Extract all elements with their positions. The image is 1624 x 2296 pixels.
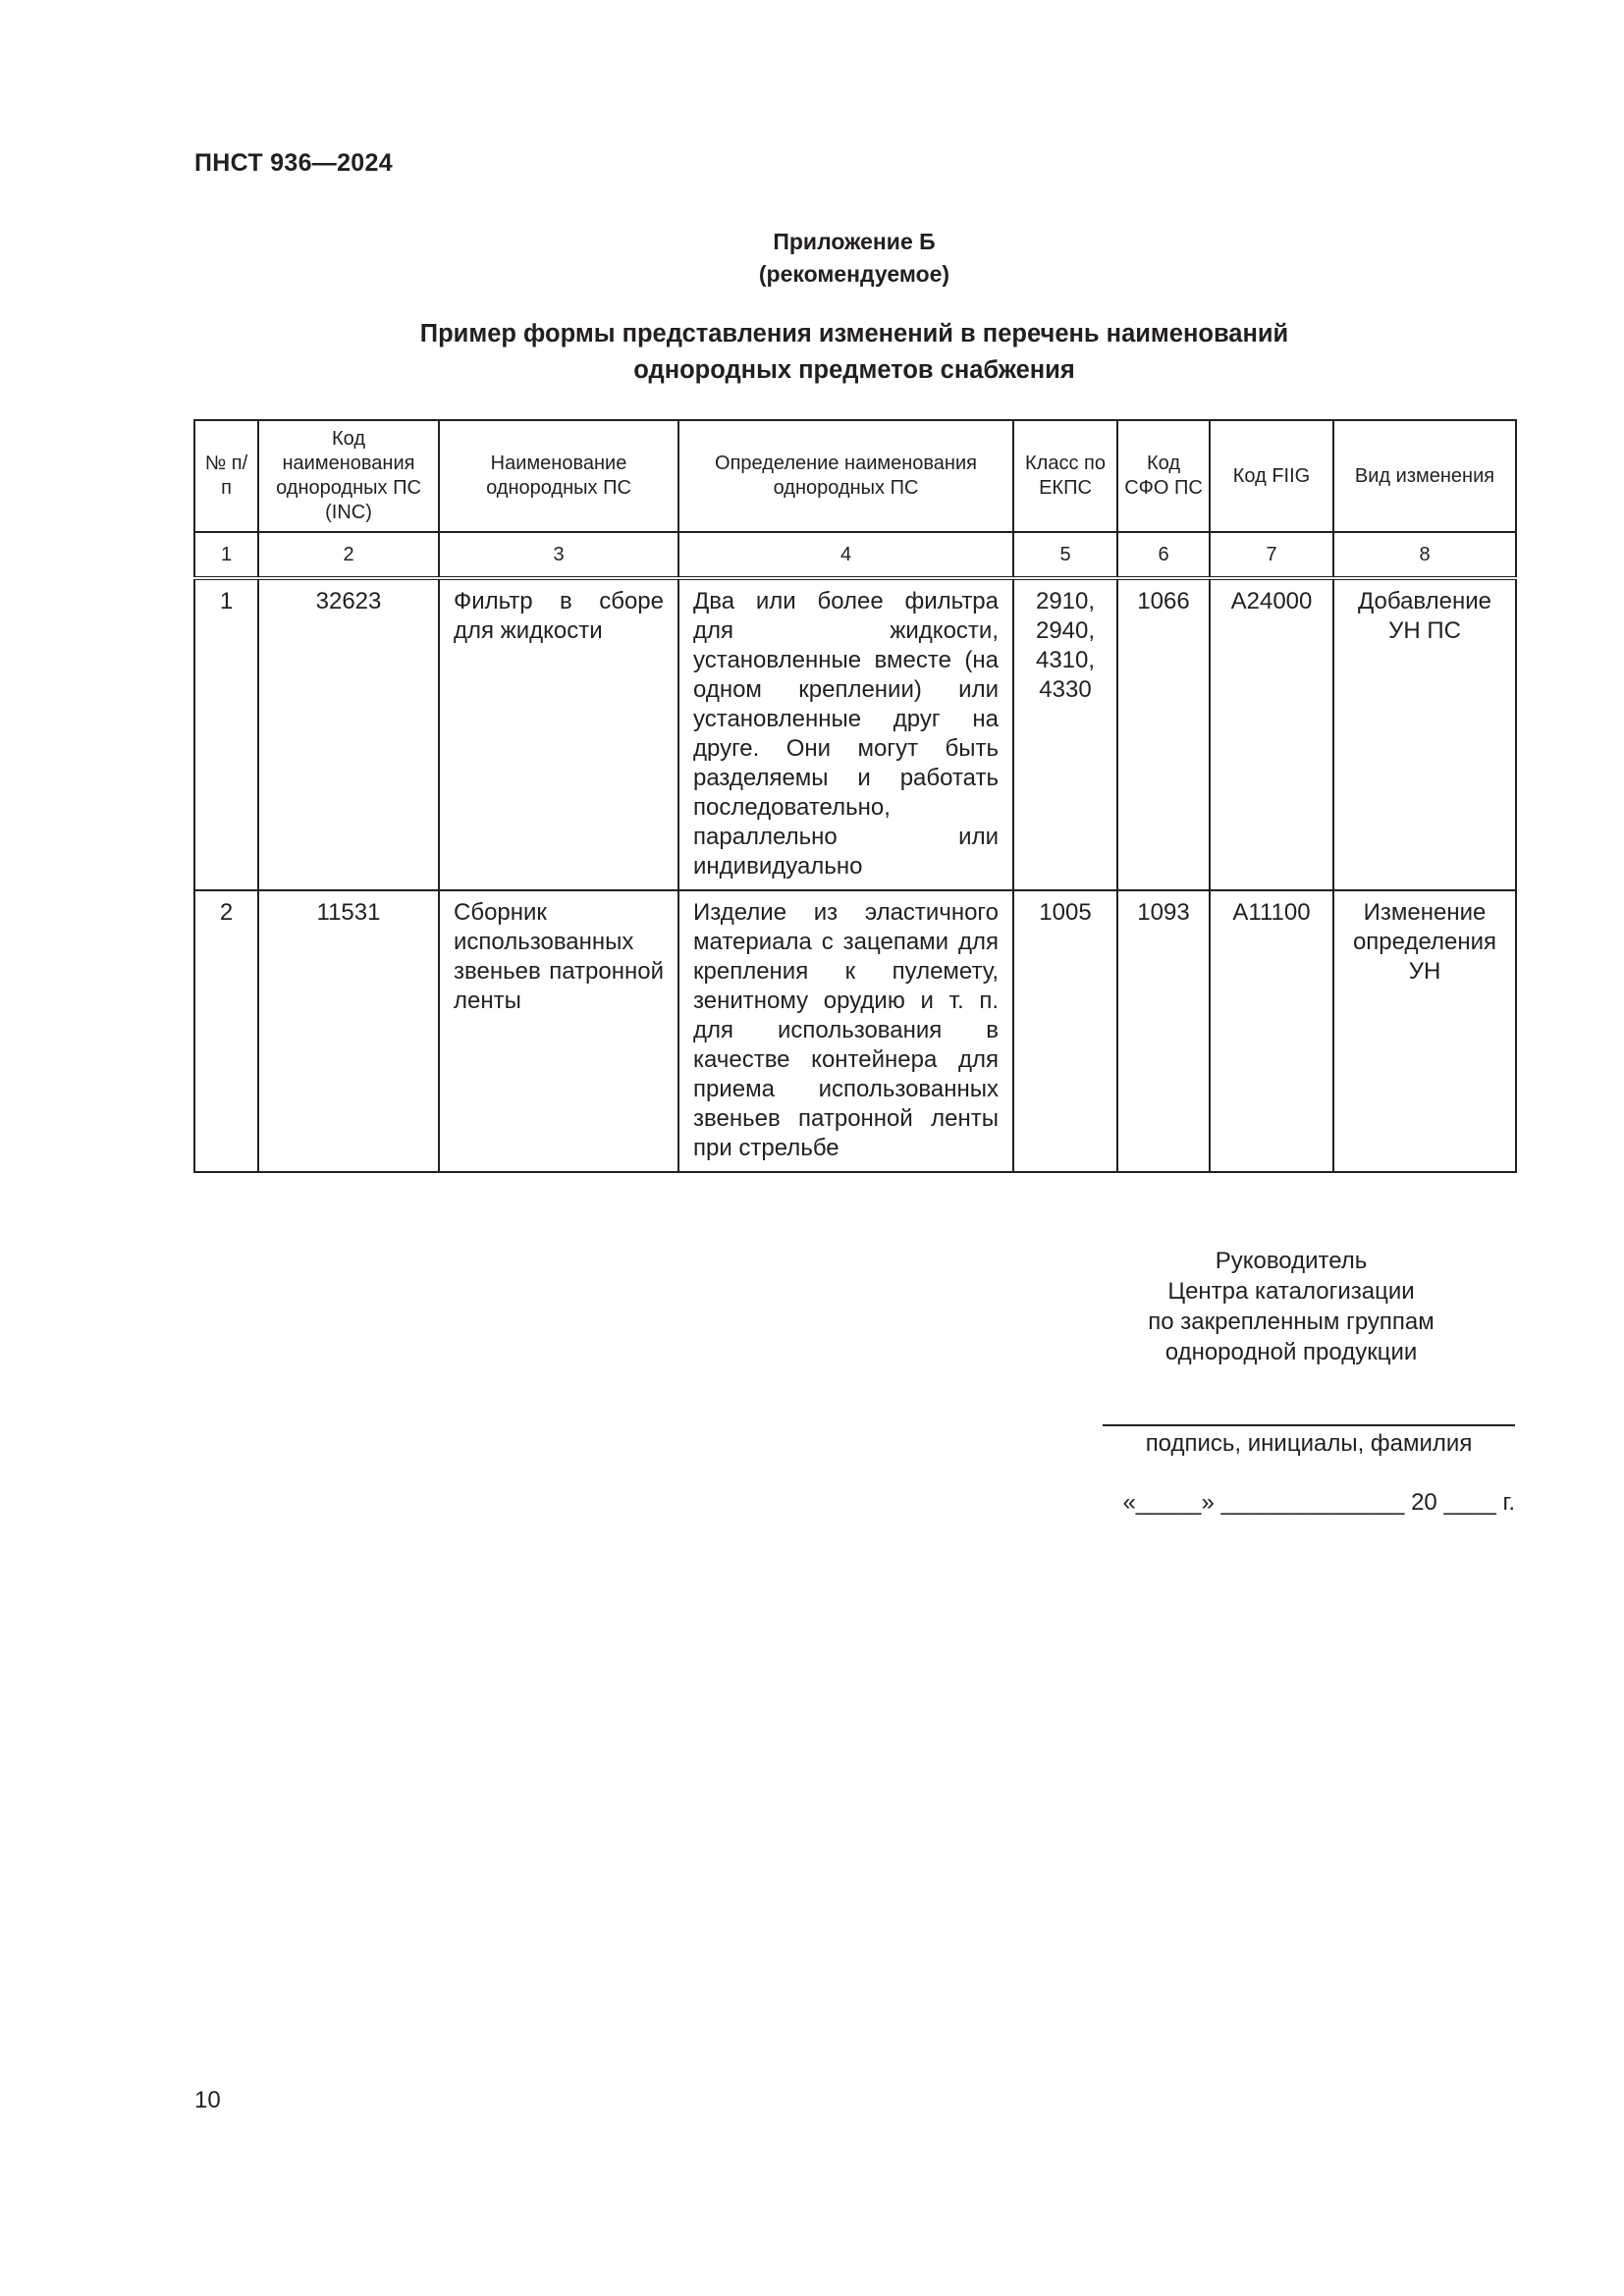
signatory-role-line: Руководитель: [1215, 1248, 1368, 1274]
header-cell-name: Наименование однородных ПС: [439, 420, 678, 532]
column-number: 4: [678, 532, 1013, 578]
signature-caption: подпись, инициалы, фамилия: [1145, 1430, 1473, 1457]
signatory-role: [1080, 1246, 1502, 1367]
page-title-line-2: однородных предметов снабжения: [633, 356, 1075, 384]
cell-number: 1: [194, 578, 258, 890]
table-row: [194, 890, 1516, 1172]
cell-inc: 32623: [258, 578, 439, 890]
page-title-line-1: Пример формы представления изменений в перечень наименований: [419, 320, 1289, 347]
cell-change-type: Добавление УН ПС: [1333, 578, 1516, 890]
cell-change-type: Изменение определения УН: [1333, 890, 1516, 1172]
cell-definition: Изделие из эластичного материала с зацепами для крепления к пулемету, зенитному орудию и т. п. для использования в качестве контейнера для приема использованных звеньев патронной ленты при стрельбе: [678, 890, 1013, 1172]
header-cell-definition: Определение наименования однородных ПС: [678, 420, 1013, 532]
document-id: ПНСТ 936—2024: [194, 149, 393, 177]
cell-ekps: 2910, 2940, 4310, 4330: [1013, 578, 1117, 890]
changes-form-table: [193, 419, 1517, 1173]
annex-title: Приложение Б: [773, 229, 936, 254]
date-field: «_____» ______________ 20 ____ г.: [1122, 1489, 1515, 1516]
signatory-role-line: по закрепленным группам: [1148, 1308, 1435, 1335]
column-number: 5: [1013, 532, 1117, 578]
column-number: 3: [439, 532, 678, 578]
cell-sfo: 1066: [1117, 578, 1210, 890]
table-row: [194, 578, 1516, 890]
column-number: 7: [1210, 532, 1333, 578]
column-number-row: [194, 532, 1516, 578]
cell-fiig: A24000: [1210, 578, 1333, 890]
cell-sfo: 1093: [1117, 890, 1210, 1172]
annex-status: (рекомендуемое): [758, 261, 950, 287]
column-number: 6: [1117, 532, 1210, 578]
header-cell-change-type: Вид изменения: [1333, 420, 1516, 532]
column-number: 1: [194, 532, 258, 578]
header-cell-sfo: Код СФО ПС: [1117, 420, 1210, 532]
header-cell-fiig: Код FIIG: [1210, 420, 1333, 532]
cell-definition: Два или более фильтра для жидкости, установленные вместе (на одном креплении) или установленные друг на друге. Они могут быть разделяемы и работать последовательно, параллельно или индивидуально: [678, 578, 1013, 890]
cell-name: Фильтр в сборе для жидкости: [439, 578, 678, 890]
table-header-row: [194, 420, 1516, 532]
header-cell-inc: Код наименования однородных ПС (INC): [258, 420, 439, 532]
page-title: [0, 316, 1624, 389]
column-number: 8: [1333, 532, 1516, 578]
cell-ekps: 1005: [1013, 890, 1117, 1172]
header-cell-ekps: Класс по ЕКПС: [1013, 420, 1117, 532]
signature-line: [1103, 1424, 1515, 1426]
signatory-role-line: однородной продукции: [1164, 1339, 1418, 1365]
cell-name: Сборник использованных звеньев патронной ленты: [439, 890, 678, 1172]
cell-fiig: A11100: [1210, 890, 1333, 1172]
cell-inc: 11531: [258, 890, 439, 1172]
column-number: 2: [258, 532, 439, 578]
annex-heading: [0, 226, 1624, 291]
signatory-role-line: Центра каталогизации: [1167, 1278, 1415, 1305]
cell-number: 2: [194, 890, 258, 1172]
header-cell-number: № п/п: [194, 420, 258, 532]
page-number: 10: [194, 2087, 221, 2113]
